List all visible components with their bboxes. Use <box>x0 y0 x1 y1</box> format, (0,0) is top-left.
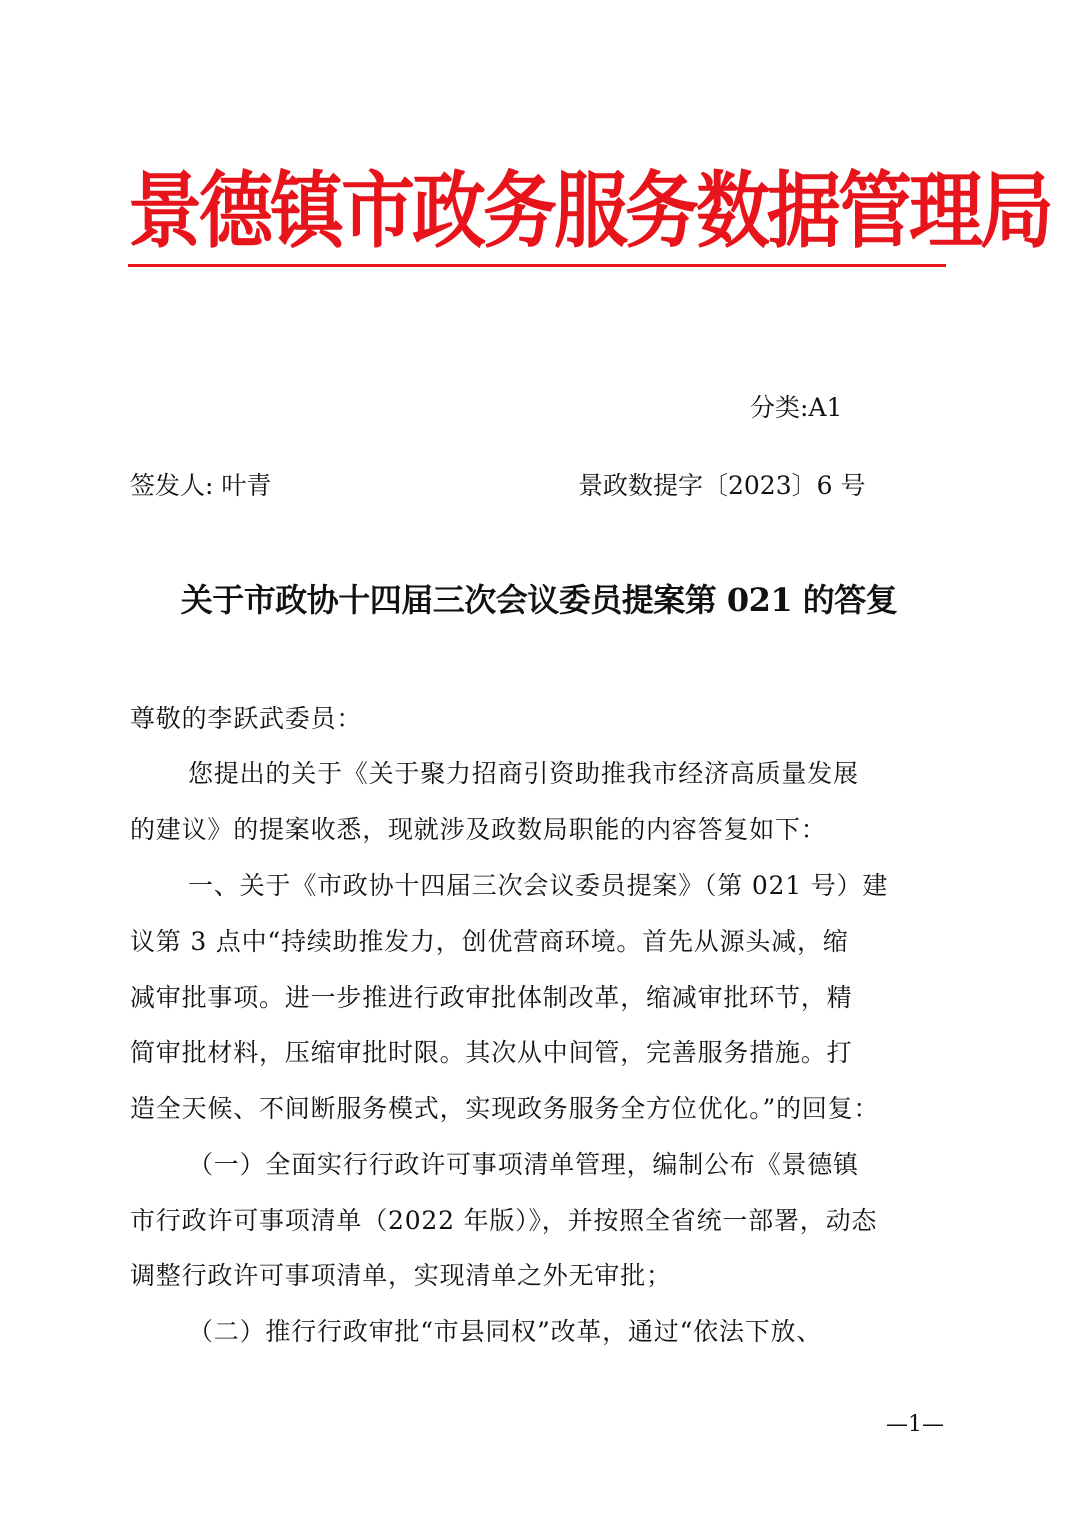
document-number: 景政数提字〔2023〕6 号 <box>578 471 866 500</box>
body-line: 的建议》的提案收悉，现就涉及政数局职能的内容答复如下： <box>130 815 827 844</box>
body-line: 减审批事项。进一步推进行政审批体制改革，缩减审批环节，精 <box>130 983 853 1012</box>
classification-label: 分类:A1 <box>750 393 843 422</box>
issuer-label: 签发人: 叶青 <box>130 471 272 500</box>
body-line: 调整行政许可事项清单，实现清单之外无审批； <box>130 1261 672 1290</box>
page-number: —1— <box>886 1412 944 1437</box>
body-line: 造全天候、不间断服务模式，实现政务服务全方位优化。”的回复： <box>130 1094 880 1123</box>
body-line: 一、关于《市政协十四届三次会议委员提案》（第 021 号）建 <box>188 871 889 900</box>
body-line: （一）全面实行行政许可事项清单管理，编制公布《景德镇 <box>188 1150 859 1179</box>
salutation: 尊敬的李跃武委员： <box>130 704 363 733</box>
body-line: 议第 3 点中“持续助推发力，创优营商环境。首先从源头减，缩 <box>130 927 849 956</box>
agency-masthead: 景德镇市政务服务数据管理局 <box>128 163 1051 260</box>
document-title: 关于市政协十四届三次会议委员提案第 021 的答复 <box>180 581 898 619</box>
body-line: 简审批材料，压缩审批时限。其次从中间管，完善服务措施。打 <box>130 1038 853 1067</box>
body-line: 您提出的关于《关于聚力招商引资助推我市经济高质量发展 <box>188 759 859 788</box>
masthead-red-rule <box>128 264 946 267</box>
body-line: （二）推行行政审批“市县同权”改革，通过“依法下放、 <box>188 1317 823 1346</box>
body-line: 市行政许可事项清单（2022 年版）》，并按照全省统一部署，动态 <box>130 1206 878 1235</box>
